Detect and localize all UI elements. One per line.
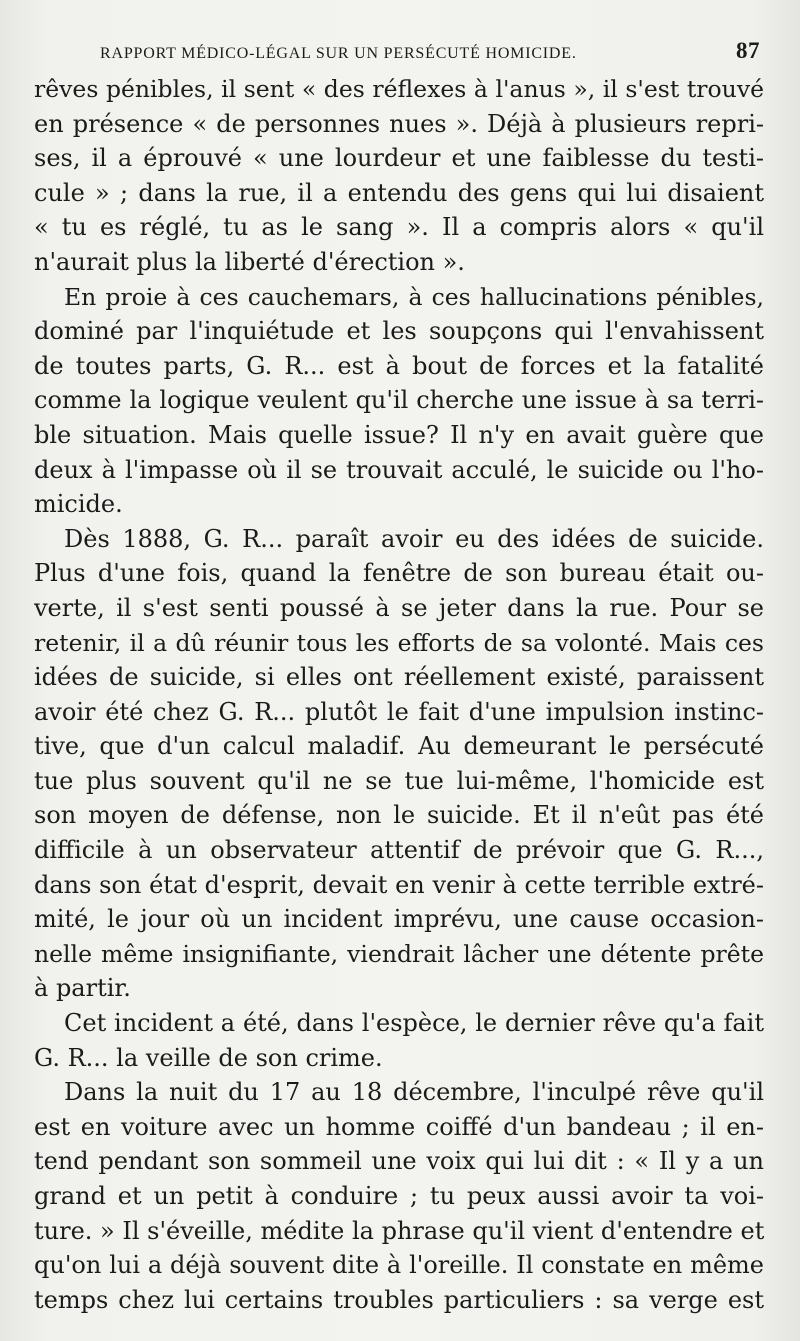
text-line: nelle même insignifiante, viendrait lâcher une détente prête <box>34 939 764 968</box>
text-line: G. R... la veille de son crime. <box>34 1043 383 1072</box>
page-number: 87 <box>736 38 760 63</box>
text-line: tue plus souvent qu'il ne se tue lui-même, l'homicide est <box>34 766 764 795</box>
body-text <box>34 72 764 1317</box>
text-line: tend pendant son sommeil une voix qui lui dit : « Il y a un <box>34 1147 764 1176</box>
text-line: En proie à ces cauchemars, à ces hallucinations pénibles, <box>64 282 764 311</box>
text-line: retenir, il a dû réunir tous les efforts de sa volonté. Mais ces <box>34 628 764 657</box>
text-line: Plus d'une fois, quand la fenêtre de son bureau était ou- <box>34 559 764 588</box>
text-line: verte, il s'est senti poussé à se jeter dans la rue. Pour se <box>34 593 764 622</box>
text-line: « tu es réglé, tu as le sang ». Il a compris alors « qu'il <box>34 213 764 242</box>
text-line: Cet incident a été, dans l'espèce, le dernier rêve qu'a fait <box>64 1009 764 1038</box>
text-line: difficile à un observateur attentif de prévoir que G. R..., <box>34 836 764 865</box>
text-line: ses, il a éprouvé « une lourdeur et une faiblesse du testi- <box>34 144 764 173</box>
text-line: Dans la nuit du 17 au 18 décembre, l'inculpé rêve qu'il <box>64 1078 764 1107</box>
text-line: deux à l'impasse où il se trouvait acculé, le suicide ou l'ho- <box>34 455 764 484</box>
text-line: ble situation. Mais quelle issue? Il n'y en avait guère que <box>34 420 764 449</box>
text-line: avoir été chez G. R... plutôt le fait d'une impulsion instinc- <box>34 697 764 726</box>
text-line: cule » ; dans la rue, il a entendu des gens qui lui disaient <box>34 178 764 207</box>
text-line: n'aurait plus la liberté d'érection ». <box>34 247 465 276</box>
text-line: idées de suicide, si elles ont réellement existé, paraissent <box>34 663 764 692</box>
text-line: rêves pénibles, il sent « des réflexes à l'anus », il s'est trouvé <box>34 75 764 103</box>
text-line: grand et un petit à conduire ; tu peux aussi avoir ta voi- <box>34 1182 764 1210</box>
text-line: à partir. <box>34 974 131 1003</box>
text-line: comme la logique veulent qu'il cherche une issue à sa terri- <box>34 386 764 415</box>
text-line: tive, que d'un calcul maladif. Au demeurant le persécuté <box>34 732 764 761</box>
text-line: mité, le jour où un incident imprévu, une cause occasion- <box>34 905 764 934</box>
text-line: de toutes parts, G. R... est à bout de forces et la fatalité <box>34 351 764 380</box>
text-line: Dès 1888, G. R... paraît avoir eu des idées de suicide. <box>64 524 764 553</box>
text-line: temps chez lui certains troubles particuliers : sa verge est <box>34 1285 764 1314</box>
running-title: RAPPORT MÉDICO-LÉGAL SUR UN PERSÉCUTÉ HOMICIDE. <box>100 45 577 62</box>
text-line: son moyen de défense, non le suicide. Et il n'eût pas été <box>34 801 764 830</box>
text-line: ture. » Il s'éveille, médite la phrase qu'il vient d'entendre et <box>34 1216 764 1245</box>
running-head <box>100 38 760 68</box>
text-line: dominé par l'inquiétude et les soupçons qui l'envahissent <box>34 317 764 346</box>
text-line: en présence « de personnes nues ». Déjà à plusieurs repri- <box>34 109 764 138</box>
text-line: dans son état d'esprit, devait en venir à cette terrible extré- <box>34 870 764 899</box>
text-line: qu'on lui a déjà souvent dite à l'oreille. Il constate en même <box>34 1251 764 1280</box>
text-line: micide. <box>34 490 123 519</box>
text-line: est en voiture avec un homme coiffé d'un bandeau ; il en- <box>34 1112 764 1141</box>
